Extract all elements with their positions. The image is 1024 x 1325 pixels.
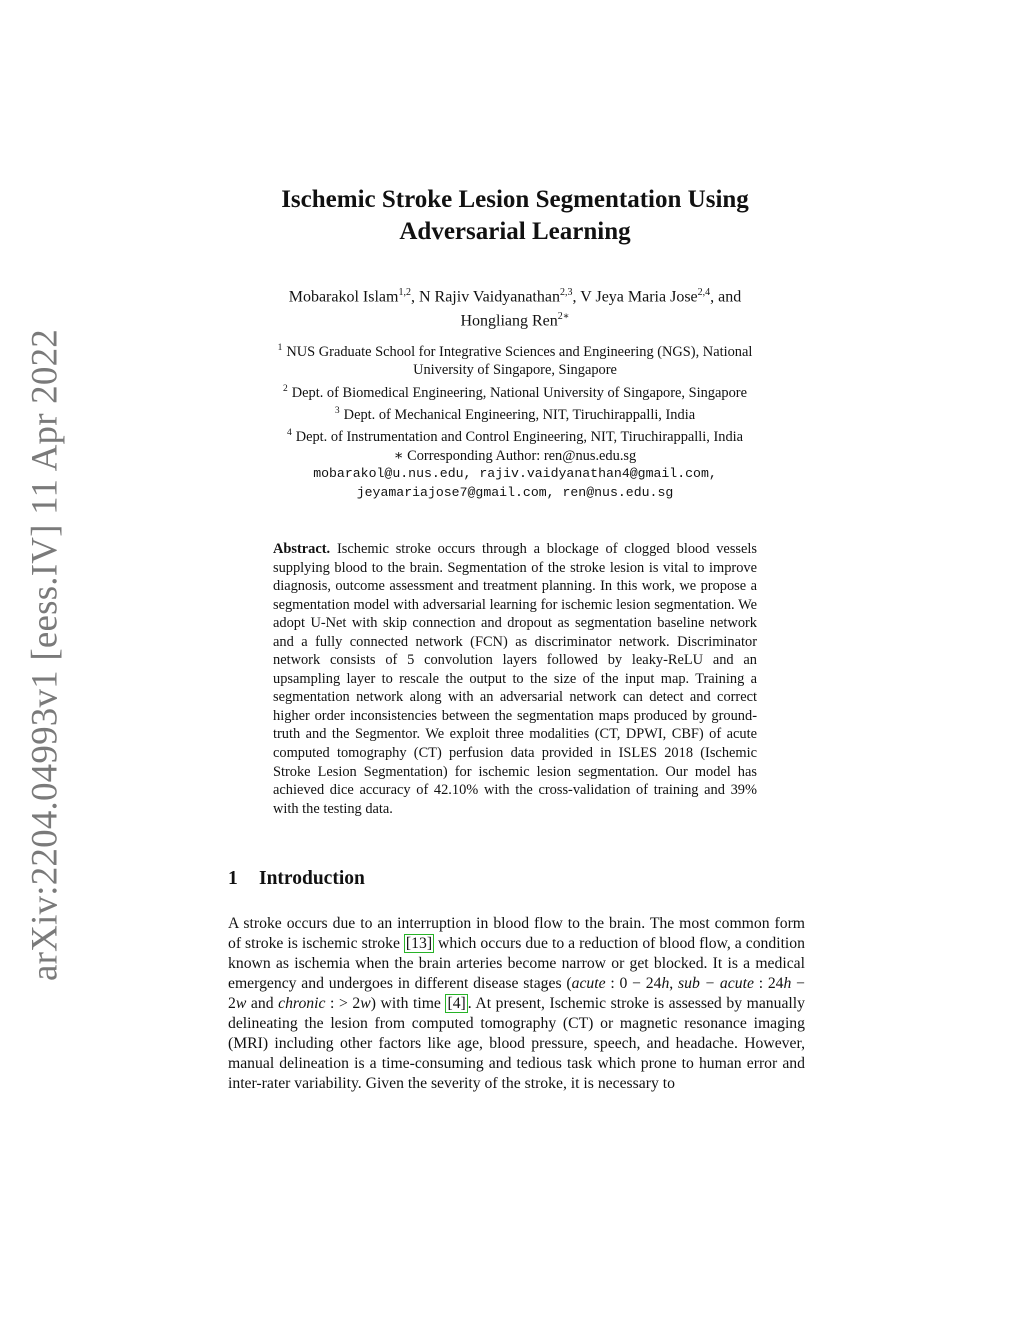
author-affil-marker: 1,2	[398, 287, 411, 298]
author-affil-marker: 2,4	[697, 287, 711, 298]
math-term: w	[235, 995, 247, 1012]
arxiv-identifier: arXiv:2204.04993v1 [eess.IV] 11 Apr 2022	[24, 329, 66, 981]
section-number: 1	[228, 868, 238, 889]
body-text-run: and	[246, 995, 279, 1012]
section-heading	[228, 868, 365, 890]
author-conjunction: , and	[710, 288, 742, 306]
affil-marker: 3	[334, 406, 340, 417]
affiliation-1-cont: University of Singapore, Singapore	[413, 362, 617, 379]
body-text-run: A stroke occurs due to an interruption in blood flow to the brain. The most common form of stroke is ischemic stroke	[228, 915, 805, 952]
author-emails-cont: jeyamariajose7@gmail.com, ren@nus.edu.sg	[356, 484, 674, 500]
math-term: chronic	[278, 995, 326, 1012]
math-term: sub − acute	[678, 975, 754, 992]
paper-title	[200, 184, 830, 248]
affil-marker: 4	[286, 428, 292, 439]
author-list	[200, 283, 830, 332]
citation-link[interactable]: [13]	[405, 935, 433, 952]
author-name: Mobarakol Islam	[288, 288, 399, 306]
body-text-run: : > 2	[325, 995, 361, 1012]
body-text-run: which occurs due to a reduction of blood flow, a condition known as ischemia when the brain arteries become narrow or get blocked. It is a medical emergency and undergoes in different disease stages (	[228, 935, 805, 992]
math-term: h	[661, 975, 670, 992]
math-term: h	[783, 975, 792, 992]
math-term: w	[360, 995, 371, 1012]
author-name: Hongliang Ren	[460, 312, 558, 330]
abstract-text: Ischemic stroke occurs through a blockage of clogged blood vessels supplying blood to the brain. Segmentation of the stroke lesion is vital to improve diagnosis, outcome assessment and treatment planning. In this work, we propose a segmentation model with adversarial learning for ischemic lesion segmentation. We adopt U-Net with skip connection and dropout as segmentation baseline network and a fully connected network (FCN) as discriminator network. Discriminator network consists of 5 convolution layers followed by leaky-ReLU and an upsampling layer to rescale the output to the size of the input map. Training a segmentation network along with an adversarial network can detect and correct higher order inconsistencies between the segmentation maps produced by ground-truth and the Segmentor. We exploit three modalities (CT, DPWI, CBF) of acute computed tomography (CT) perfusion data provided in ISLES 2018 (Ischemic Stroke Lesion Segmentation) for ischemic lesion segmentation. Our model has achieved dice accuracy of 42.10% with the cross-validation of training and 39% with the testing data.	[273, 541, 758, 817]
title-line-2: Adversarial Learning	[399, 218, 631, 245]
author-name: , V Jeya Maria Jose	[572, 288, 698, 306]
section-title: Introduction	[259, 868, 365, 889]
author-affil-marker: 2,3	[559, 287, 573, 298]
body-text-run: : 24	[753, 975, 784, 992]
intro-paragraph	[228, 914, 805, 1094]
author-affil-marker: 2∗	[557, 311, 570, 323]
affiliation-3: Dept. of Mechanical Engineering, NIT, Tiruchirappalli, India	[343, 406, 696, 423]
abstract	[273, 540, 757, 818]
body-text-run: : 0 − 24	[605, 975, 662, 992]
title-line-1: Ischemic Stroke Lesion Segmentation Using	[281, 186, 749, 213]
corresponding-author: ∗ Corresponding Author: ren@nus.edu.sg	[393, 447, 637, 464]
author-name: , N Rajiv Vaidyanathan	[410, 288, 560, 306]
body-text-run: ,	[669, 975, 678, 992]
citation-link[interactable]: [4]	[447, 995, 466, 1012]
affiliations	[200, 339, 830, 502]
affil-marker: 2	[283, 383, 288, 394]
math-term: acute	[571, 975, 606, 992]
affiliation-1: NUS Graduate School for Integrative Sciences and Engineering (NGS), National	[286, 343, 753, 360]
author-emails: mobarakol@u.nus.edu, rajiv.vaidyanathan4@gmail.com,	[313, 466, 717, 482]
affil-marker: 1	[277, 343, 283, 353]
body-text-run: ) with time	[370, 995, 446, 1012]
body-text-run: − 2	[228, 975, 806, 1012]
abstract-label: Abstract.	[273, 541, 331, 557]
affiliation-4: Dept. of Instrumentation and Control Engineering, NIT, Tiruchirappalli, India	[295, 429, 744, 446]
affiliation-2: Dept. of Biomedical Engineering, National University of Singapore, Singapore	[291, 384, 747, 401]
body-text-run: . At present, Ischemic stroke is assessed by manually delineating the lesion from computed tomography (CT) or magnetic resonance imaging (MRI) including other factors like age, blood pressure, speech, and headache. However, manual delineation is a time-consuming and tedious task which prone to human error and inter-rater variability. Given the severity of the stroke, it is necessary to	[228, 995, 805, 1092]
